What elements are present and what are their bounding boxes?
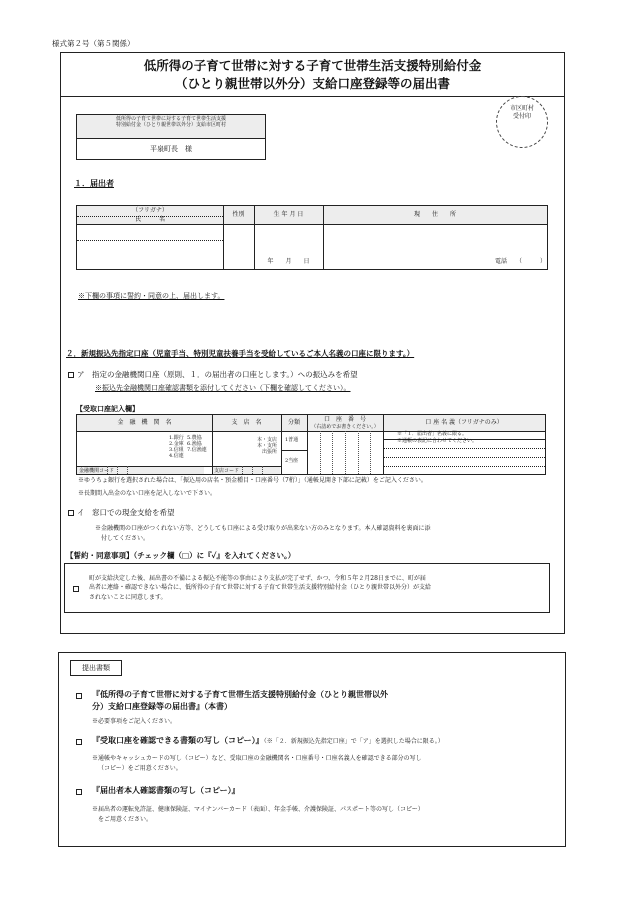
reception-stamp xyxy=(496,96,548,148)
stamp-line-2: 受付印 xyxy=(512,112,531,120)
bank-type-4: 4.信連 xyxy=(169,453,184,459)
submission-item2-note2: （コピー）をご用意ください。 xyxy=(98,765,182,772)
category-header: 分類 xyxy=(287,419,300,426)
option-a[interactable] xyxy=(68,370,358,380)
bank-type-7: 7.信漁連 xyxy=(187,447,207,453)
long-term-note: ※長期間入出金のない口座を記入しないで下さい。 xyxy=(78,490,217,497)
branch-type-3: 出張所 xyxy=(262,449,278,455)
submission-item2-suffix: （※「２．新規振込先指定口座」で「ア」を選択した場合に限る。） xyxy=(263,738,444,745)
title-line-2: （ひとり親世帯以外分）支給口座登録等の届出書 xyxy=(174,76,450,92)
branch-type-2: 本・支所 xyxy=(257,443,278,449)
pledge-text-1: 町が支給決定した後、届出書の不備による振込不能等の事由により支払が完了せず、かつ、令和５年２月28日までに、町が届 xyxy=(89,575,426,582)
pledge-text-3: されないことに同意します。 xyxy=(89,593,167,601)
gender-header: 性別 xyxy=(232,211,245,218)
page-title xyxy=(60,57,565,93)
submission-item1-note: ※必要事項をご記入ください。 xyxy=(92,718,177,725)
recipient-box xyxy=(76,114,266,160)
yucho-note: ※ゆうちょ銀行を選択された場合は、「振込用の店名・預金種目・口座番号（7桁）」（通帳見開き下部に記載）をご記入ください。 xyxy=(78,477,427,484)
bank-type-1: 1.銀行 xyxy=(169,435,184,441)
pledge-heading: 【誓約・同意事項】（チェック欄（□）に『✓』を入れてください。） xyxy=(66,551,296,560)
category-futsu[interactable]: 1普通 xyxy=(285,437,299,443)
holder-note-1: ※「１．届出者」名義に限る。 xyxy=(397,431,468,437)
birthdate-header: 生 年 月 日 xyxy=(273,211,304,218)
account-number-header: 口 座 番 号 xyxy=(323,416,366,423)
holder-note-2: ※通帳の表記に合わせてください。 xyxy=(397,438,478,444)
submission-item1-line2: 分）支給口座登録等の届出書』（本書） xyxy=(92,700,232,711)
title-line-1: 低所得の子育て世帯に対する子育て世帯生活支援特別給付金 xyxy=(143,58,482,73)
section2-heading: ２．新規振込先指定口座（児童手当、特別児童扶養手当を受給しているご本人名義の口座に限ります。） xyxy=(66,349,415,358)
submission-item1-checkbox[interactable] xyxy=(76,693,82,699)
birthdate-format: 年 月 日 xyxy=(267,258,310,265)
submission-item3-main: 『届出者本人確認書類の写し（コピー）』 xyxy=(92,785,240,795)
address-header: 現 住 所 xyxy=(413,211,456,218)
pledge-text-2: 出者に連絡・確認できない場合に、低所得の子育て世帯に対する子育て世帯生活支援特別給付金（ひとり親世帯以外分）が支給 xyxy=(89,584,432,592)
furigana-header: （フリガナ） xyxy=(132,207,168,214)
recipient-line-1: 低所得の子育て世帯に対する子育て世帯生活支援 xyxy=(115,116,226,122)
bank-type-5: 5.農協 xyxy=(187,435,202,441)
account-number-note: （右詰めでお書きください。） xyxy=(311,424,379,430)
option-i-note-1: ※金融機関の口座がつくれない方等、どうしても口座による受け取りが出来ない方のみとなります。本人確認資料を裏面に添 xyxy=(95,525,431,532)
form-number: 様式第２号（第５関係） xyxy=(52,39,135,48)
option-a-note: ※振込先金融機関口座確認書類を添付してください（下欄を確認してください）。 xyxy=(95,384,351,392)
submission-item2-note1: ※通帳やキャッシュカードの写し（コピー）など、受取口座の金融機関名・口座番号・口座名義人を確認できる部分の写し xyxy=(92,755,422,762)
option-i-checkbox[interactable] xyxy=(68,510,74,516)
name-header: 氏 名 xyxy=(134,216,165,223)
submission-item3-note1: ※届出者の運転免許証、健康保険証、マイナンバーカード（表面）、年金手帳、介護保険証、パスポート等の写し（コピー） xyxy=(92,806,424,813)
option-i-note-2: 付してください。 xyxy=(101,535,150,542)
recipient-line-2: 特別給付金（ひとり親世帯以外分）支給市区町村 xyxy=(115,122,226,128)
bank-name-header: 金 融 機 関 名 xyxy=(117,419,172,426)
account-holder-header: 口 座 名 義（フリガナのみ） xyxy=(425,419,503,426)
mayor-address: 平泉町長 様 xyxy=(150,145,192,153)
submission-item3-note2: をご用意ください。 xyxy=(98,816,153,823)
category-toza[interactable]: 2当座 xyxy=(285,458,299,464)
option-i-label: イ 窓口での現金支給を希望 xyxy=(77,508,175,517)
account-table xyxy=(76,414,546,475)
submission-item2-checkbox[interactable] xyxy=(76,739,82,745)
branch-type-1: 本・支店 xyxy=(257,437,278,443)
pledge-consent-note: ※下欄の事項に誓約・同意の上、届出します。 xyxy=(78,292,225,300)
option-a-label: ア 指定の金融機関口座（原則、１．の届出者の口座とします。）への振込みを希望 xyxy=(77,370,358,379)
option-a-checkbox[interactable] xyxy=(68,372,74,378)
submission-item1-line1: 『低所得の子育て世帯に対する子育て世帯生活支援特別給付金（ひとり親世帯以外 xyxy=(92,689,388,699)
stamp-line-1: 市区町村 xyxy=(509,105,534,112)
bank-type-3: 3.信組 xyxy=(169,447,184,453)
bank-code-label: 金融機関コード xyxy=(79,468,115,474)
branch-code-label: 支店コード xyxy=(214,468,240,474)
applicant-table xyxy=(76,205,548,270)
pledge-checkbox[interactable] xyxy=(73,586,79,592)
section1-heading: １．届出者 xyxy=(74,178,114,188)
account-section-label: 【受取口座記入欄】 xyxy=(76,404,139,413)
submission-item2-main: 『受取口座を確認できる書類の写し（コピー）』 xyxy=(92,735,264,745)
bank-type-6: 6.漁協 xyxy=(187,441,202,447)
option-i[interactable] xyxy=(68,508,175,518)
phone-field: 電話 （ ） xyxy=(495,258,547,265)
submission-label: 提出書類 xyxy=(70,660,122,676)
bank-type-2: 2.金庫 xyxy=(169,441,184,447)
submission-item3-checkbox[interactable] xyxy=(76,789,82,795)
branch-name-header: 支 店 名 xyxy=(231,419,262,426)
title-divider xyxy=(60,96,565,97)
pledge-box xyxy=(64,563,550,613)
